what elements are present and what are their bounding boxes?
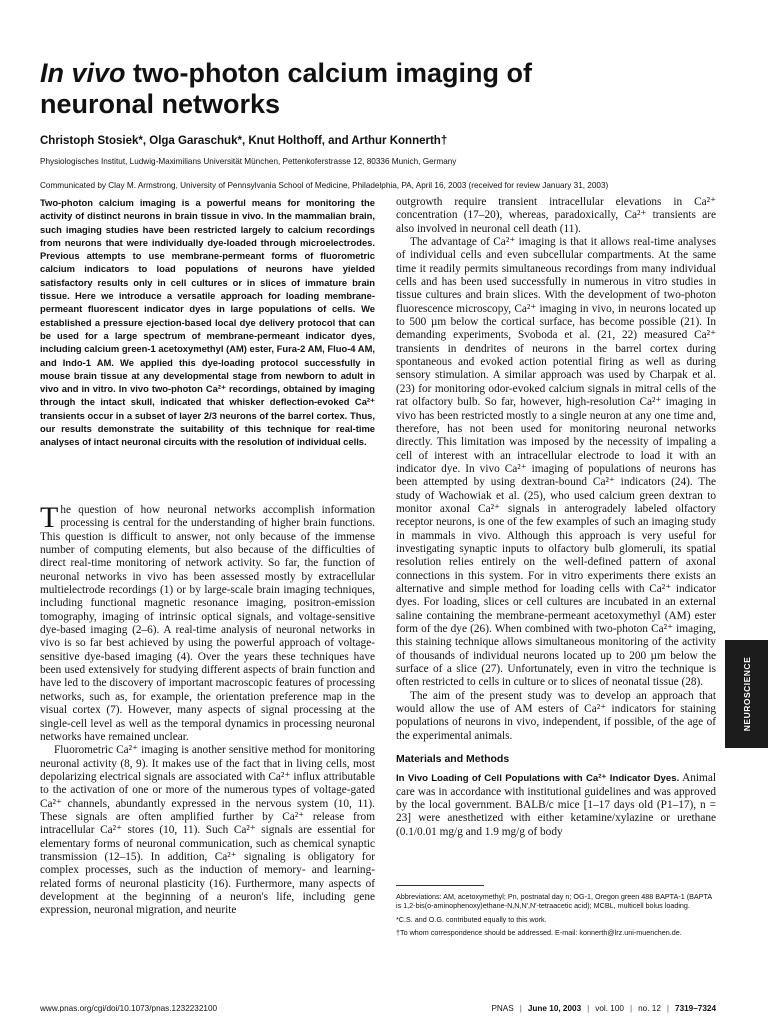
meta-separator: | [629,1004,633,1013]
communicated-by: Communicated by Clay M. Armstrong, University of Pennsylvania School of Medicine, Philadelphia, PA, April 16, 2003 (received for review January 31, 2003) [40,181,609,190]
intro-paragraph-1 [40,501,375,744]
methods-paragraph-1 [396,772,716,839]
intro-paragraph-continued: outgrowth require transient intracellular elevations in Ca²⁺ concentration (17–20), whereas, paradoxically, Ca²⁺ transients are also involved in neuronal cell death (11). [396,196,716,235]
intro-paragraph-4: The aim of the present study was to develop an approach that would allow the use of AM esters of Ca²⁺ indicators for staining populations of neurons in vivo, independent, if possible, of the age of the experimental animals. [396,689,716,742]
author-list: Christoph Stosiek*, Olga Garaschuk*, Knut Holthoff, and Arthur Konnerth† [40,135,448,147]
section-heading-methods: Materials and Methods [396,753,510,766]
meta-separator: | [519,1004,522,1013]
doi-link[interactable]: www.pnas.org/cgi/doi/10.1073/pnas.1232232100 [40,1004,218,1013]
footnote-equal-contribution: *C.S. and O.G. contributed equally to this work. [396,914,547,924]
journal-meta [491,1004,716,1013]
article-title [40,58,640,120]
drop-cap: T [40,501,59,534]
body-column-right [396,196,716,839]
footnote-rule [396,885,484,886]
side-tab-label: NEUROSCIENCE [741,656,752,732]
intro-paragraph-3: The advantage of Ca²⁺ imaging is that it allows real-time analyses of individual cells and even subcellular compartments. At the same time it readily permits simultaneous recordings from many individual cells and has been used successfully in numerous in vitro studies in tissue cultures and brain slices. With the development of two-photon fluorescence microscopy, Ca²⁺ imaging in vivo, in neurons located up to 500 µm below the cortical surface, has become possible (21). In demanding experiments, Svoboda et al. (21, 22) measured Ca²⁺ transients in dendrites of neurons in the barrel cortex during spontaneous and evoked action potential firing as well as during sensory stimulation. A similar approach was used by Charpak et al. (23) for monitoring odor-evoked calcium signals in mitral cells of the rat olfactory bulb. So far, however, high-resolution Ca²⁺ imaging in vivo has been restricted mostly to a single neuron at any one time and, therefore, has not been used for monitoring neuronal networks directly. This limitation was imposed by the necessity of impaling a cell of interest with an intracellular electrode to load it with an indicator dye. In vivo Ca²⁺ imaging of populations of neurons has been attempted by using dextran-bound Ca²⁺ indicators (24). The study of Wachowiak et al. (25), who used calcium green dextran to monitor axonal Ca²⁺ signals in anterogradely labeled olfactory receptor neurons, is one of the few examples of such an imaging study in mammals in vivo. Although this approach is very useful for investigating synaptic inputs to olfactory bulb glomeruli, its spatial resolution relies entirely on the well-defined pattern of axonal connections in this system. For in vitro experiments there exists an alternative and simple method for loading cells with Ca²⁺ indicator dyes. For loading, slices or cell cultures are incubated in an external saline containing the membrane-permeant acetoxymethyl (AM) ester form of the dye (26). When combined with two-photon Ca²⁺ imaging, this staining technique allows simultaneous monitoring of the activity of thousands of individual neurons located up to 200 µm below the surface of a slice (27). Unfortunately, even in vitro the technique is often restricted to cells in culture or to slices of neonatal tissue (28). [396,236,716,689]
footnote-correspondence: †To whom correspondence should be addressed. E-mail: konnerth@lrz.uni-muenchen.de. [396,928,682,938]
title-italic: In vivo [40,58,126,88]
methods-paragraph-1-text: Animal care was in accordance with institutional guidelines and was approved by the local government. BALB/c mice [1–17 days old (P1–17), n = 23] were anesthetized with either ketamine/xylazine or urethane (0.1/0.01 mg/g and 1.9 mg/g of body [396,772,716,838]
footnotes [396,885,716,942]
section-side-tab [725,640,768,748]
body-column-left [40,501,375,918]
footnote-abbreviations: Abbreviations: AM, acetoxymethyl; Pn, postnatal day n; OG-1, Oregon green 488 BAPTA-1 (BAPTA is 1,2-bis(o-aminophenoxy)ethane-N,N,N′,N′-tetraacetic acid); MCBL, multicell bolus loading. [396,892,712,911]
volume: vol. 100 [595,1004,624,1013]
title-rest: two-photon calcium imaging of neuronal networks [40,58,533,119]
meta-separator: | [587,1004,590,1013]
intro-paragraph-2: Fluorometric Ca²⁺ imaging is another sensitive method for monitoring neuronal activity (8, 9). It makes use of the fact that in living cells, most depolarizing electrical signals are associated with Ca²⁺ influx attributable to the activation of one or more of the numerous types of voltage-gated Ca²⁺ channels, abundantly expressed in the nervous system (10, 11). These signals are often amplified further by Ca²⁺ release from intracellular Ca²⁺ stores (10, 11). Such Ca²⁺ signals are essential for elementary forms of neuronal communication, such as chemical synaptic transmission (12–15). In addition, Ca²⁺ signaling is obligatory for complex processes, such as the induction of memory- and learning-related forms of neuronal plasticity (16). Furthermore, many aspects of development at the beginning of a neuron's life, including gene expression, neuronal migration, and neurite [40,744,375,917]
runin-heading: In Vivo Loading of Cell Populations with Ca²⁺ Indicator Dyes. [396,773,680,785]
issue-date: June 10, 2003 [527,1004,582,1013]
meta-separator: | [666,1004,670,1013]
journal-name: PNAS [491,1004,514,1013]
issue-number: no. 12 [638,1004,661,1013]
affiliation: Physiologisches Institut, Ludwig-Maximilians Universität München, Pettenkoferstrasse 12, 80336 Munich, Germany [40,157,457,166]
page-range: 7319–7324 [675,1004,716,1013]
intro-paragraph-1-text: he question of how neuronal networks accomplish information processing is central for the understanding of higher brain functions. This question is difficult to answer, not only because of the immense number of computing elements, but also because of the difficulties of direct real-time monitoring of network activity. So far, the function of neuronal networks in vivo has been assessed mostly by extracellular multielectrode recordings (1) or by large-scale brain imaging techniques, including functional magnetic resonance imaging, positron-emission tomography, imaging of intrinsic optical signals, and voltage-sensitive dye-based imaging (2–6). A real-time analysis of neuronal networks in vivo is so far best achieved by using the powerful approach of voltage-sensitive dye-based imaging (4). Over the years these techniques have been used extensively for studying different aspects of brain function and have led to the discovery of important macroscopic features of processing networks, such as, for example, the orientation preference map in the visual cortex (7). However, many aspects of signal processing at the single-cell level as well as the temporal dynamics in processing neuronal networks have remained unclear. [40,504,375,743]
abstract: Two-photon calcium imaging is a powerful means for monitoring the activity of distinct neurons in brain tissue in vivo. In the mammalian brain, such imaging studies have been restricted largely to calcium recordings from neurons that were individually dye-loaded through microelectrodes. Previous attempts to use membrane-permeant forms of fluorometric calcium indicators to load populations of neurons have yielded satisfactory results only in cell cultures or in slices of immature brain tissue. Here we introduce a versatile approach for loading membrane-permeant fluorescent indicator dyes in large populations of cells. We established a pressure ejection-based local dye delivery protocol that can be used for a large spectrum of membrane-permeant indicator dyes, including calcium green-1 acetoxymethyl (AM) ester, Fura-2 AM, Fluo-4 AM, and Indo-1 AM. We applied this dye-loading protocol successfully in mouse brain tissue at any developmental stage from newborn to adult in vivo and in vitro. In vivo two-photon Ca²⁺ recordings, obtained by imaging through the intact skull, indicated that whisker deflection-evoked Ca²⁺ transients occur in a subset of layer 2/3 neurons of the barrel cortex. Thus, our results demonstrate the suitability of this technique for real-time analyses of intact neuronal circuits with the resolution of individual cells. [40,197,375,448]
